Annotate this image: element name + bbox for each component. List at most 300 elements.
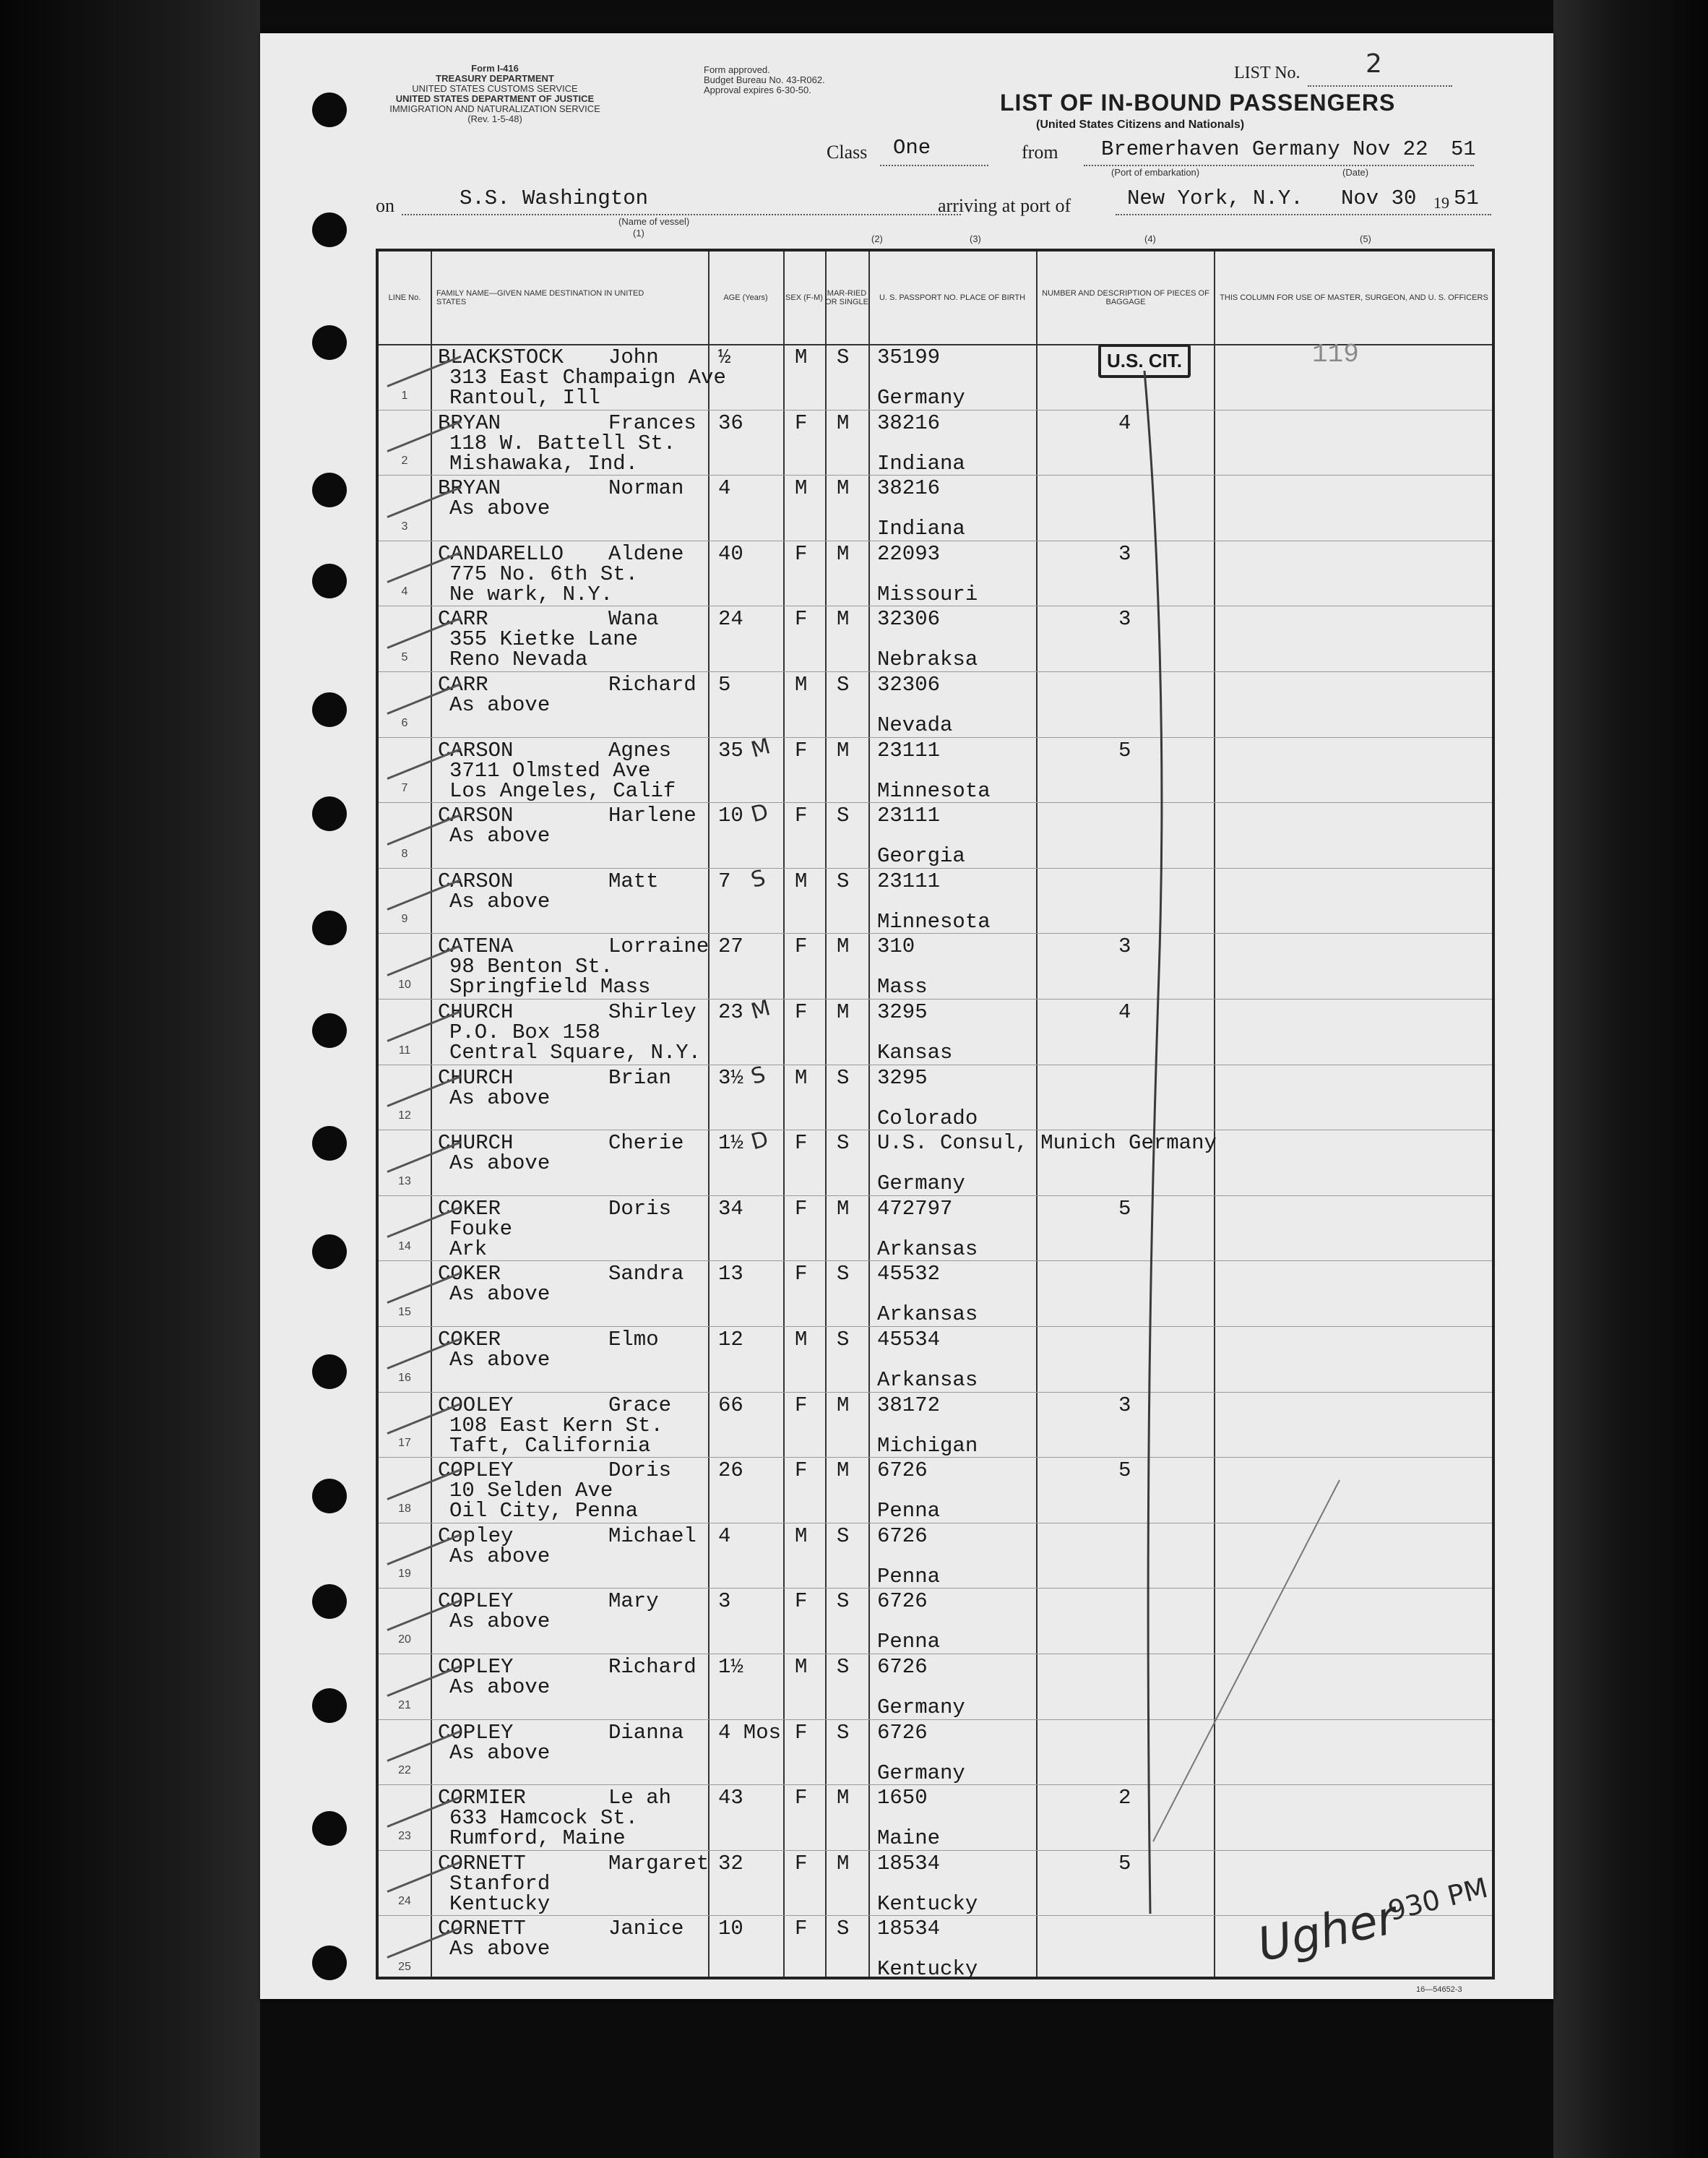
address-line-1: 633 Hamcock St.	[449, 1806, 639, 1831]
ins: IMMIGRATION AND NATURALIZATION SERVICE	[389, 103, 600, 114]
place-of-birth: Arkansas	[877, 1302, 978, 1327]
family-name: COPLEY	[438, 1589, 514, 1614]
form-number: Form I-416	[471, 63, 519, 74]
baggage-count: 5	[1118, 738, 1131, 762]
marital-status: M	[837, 541, 850, 566]
address-line-1: 3711 Olmsted Ave	[449, 758, 651, 783]
address-line-2: Ark	[449, 1237, 488, 1261]
given-name: Michael	[608, 1523, 696, 1548]
age: 12	[718, 1328, 743, 1351]
passport-number: 35199	[877, 345, 941, 369]
given-name: Brian	[608, 1065, 672, 1090]
sex: F	[795, 1720, 808, 1745]
class-value: One	[893, 136, 931, 160]
family-name: CORNETT	[438, 1917, 526, 1941]
passport-number: 38216	[877, 410, 941, 435]
line-number: 3	[401, 520, 408, 533]
footer-code: 16—54652-3	[1416, 1985, 1462, 1994]
family-name: CARR	[438, 673, 488, 697]
family-name: CHURCH	[438, 1065, 514, 1090]
place-of-birth: Maine	[877, 1826, 941, 1851]
place-of-birth: Michigan	[877, 1433, 978, 1458]
inspector-signature: Ugher	[1253, 1891, 1402, 1973]
address-line-2: Oil City, Penna	[449, 1499, 639, 1523]
marital-status: S	[837, 1065, 850, 1090]
address-line-2: Central Square, N.Y.	[449, 1041, 702, 1065]
line-number: 8	[401, 847, 408, 860]
sex: F	[795, 1196, 808, 1221]
marital-status: M	[837, 476, 850, 501]
family-name: CARSON	[438, 804, 514, 828]
place-of-birth: Indiana	[877, 451, 965, 476]
line-number: 25	[398, 1960, 411, 1973]
line-number: 13	[398, 1174, 411, 1187]
pencil-marks	[379, 252, 1492, 1977]
address-line-2: Los Angeles, Calif	[449, 778, 676, 803]
address-line-2: Rantoul, Ill	[449, 386, 600, 410]
approval-block	[704, 65, 825, 95]
passport-number: 23111	[877, 869, 941, 893]
place-of-birth: Germany	[877, 1695, 965, 1719]
family-name: CHURCH	[438, 1000, 514, 1024]
address-line-1: As above	[449, 693, 551, 717]
age: 4	[718, 1523, 731, 1548]
col-head-officers: THIS COLUMN FOR USE OF MASTER, SURGEON, AND U. S. OFFICERS	[1220, 293, 1488, 302]
passport-number: 3295	[877, 1000, 928, 1024]
family-name: CHURCH	[438, 1131, 514, 1156]
address-line-2: Taft, California	[449, 1433, 651, 1458]
passport-number: 32306	[877, 607, 941, 632]
sex: F	[795, 1917, 808, 1941]
given-name: Lorraine	[608, 934, 709, 959]
given-name: Richard	[608, 1655, 696, 1679]
sex: M	[795, 476, 808, 501]
marital-status: M	[837, 1458, 850, 1483]
place-of-birth: Nevada	[877, 713, 953, 737]
sex: F	[795, 541, 808, 566]
age: 10	[718, 1917, 743, 1941]
arrival-19: 19	[1433, 194, 1449, 212]
col-head-married: MAR-RIED OR SINGLE	[825, 289, 868, 306]
age: 27	[718, 934, 743, 959]
address-line-1: As above	[449, 1151, 551, 1176]
pencil-mark: D	[748, 799, 772, 828]
signature-time: 930 PM	[1384, 1871, 1491, 1927]
age: 35	[718, 738, 743, 762]
place-of-birth: Arkansas	[877, 1368, 978, 1392]
punch-hole	[312, 212, 347, 247]
place-of-birth: Minnesota	[877, 778, 991, 803]
sex: F	[795, 1786, 808, 1810]
officer-number: 119	[1312, 340, 1359, 369]
marital-status: S	[837, 1917, 850, 1941]
given-name: Shirley	[608, 1000, 696, 1024]
age: 7	[718, 869, 731, 893]
age: 1½	[718, 1655, 743, 1679]
age: 43	[718, 1786, 743, 1810]
given-name: Janice	[608, 1917, 684, 1941]
given-name: John	[608, 345, 659, 369]
punch-hole	[312, 1234, 347, 1269]
place-of-birth: Mass	[877, 975, 928, 1000]
address-line-1: 355 Kietke Lane	[449, 627, 639, 652]
place-of-birth: Colorado	[877, 1106, 978, 1130]
passport-number: 22093	[877, 541, 941, 566]
punch-hole	[312, 1013, 347, 1048]
address-line-1: As above	[449, 889, 551, 914]
address-line-1: P.O. Box 158	[449, 1020, 600, 1044]
family-name: Copley	[438, 1523, 514, 1548]
family-name: CORMIER	[438, 1786, 526, 1810]
marital-status: S	[837, 1262, 850, 1286]
address-line-1: As above	[449, 1282, 551, 1307]
baggage-count: 3	[1118, 541, 1131, 566]
col-head-sex: SEX (F-M)	[785, 293, 823, 302]
sex: F	[795, 1393, 808, 1417]
place-of-birth: Indiana	[877, 517, 965, 541]
address-line-1: As above	[449, 1086, 551, 1110]
place-of-birth: Germany	[877, 386, 965, 410]
place-of-birth: Nebraksa	[877, 648, 978, 672]
marital-status: M	[837, 1786, 850, 1810]
place-of-birth: Penna	[877, 1564, 941, 1589]
given-name: Aldene	[608, 541, 684, 566]
given-name: Wana	[608, 607, 659, 632]
line-number: 21	[398, 1698, 411, 1711]
baggage-count: 3	[1118, 934, 1131, 959]
line-number: 10	[398, 978, 411, 991]
line-number: 14	[398, 1240, 411, 1253]
marital-status: M	[837, 607, 850, 632]
approved-text: Form approved.	[704, 64, 770, 75]
age: 32	[718, 1851, 743, 1875]
line-number: 12	[398, 1109, 411, 1122]
pencil-mark: M	[748, 995, 773, 1025]
baggage-count: 3	[1118, 607, 1131, 632]
punch-hole	[312, 1811, 347, 1846]
sex: F	[795, 1589, 808, 1614]
address-line-2: Kentucky	[449, 1891, 551, 1916]
line-number: 24	[398, 1895, 411, 1908]
sex: F	[795, 1131, 808, 1156]
given-name: Harlene	[608, 804, 696, 828]
family-name: COOLEY	[438, 1393, 514, 1417]
line-number: 22	[398, 1764, 411, 1777]
address-line-1: As above	[449, 1937, 551, 1961]
list-no-value: 2	[1366, 49, 1382, 79]
age: 3½	[718, 1065, 743, 1090]
address-line-1: 108 East Kern St.	[449, 1413, 663, 1437]
passport-number: 18534	[877, 1917, 941, 1941]
vessel-label: (Name of vessel)	[618, 216, 690, 227]
age: 26	[718, 1458, 743, 1483]
passport-number: 32306	[877, 673, 941, 697]
place-of-birth: Georgia	[877, 844, 965, 869]
place-of-birth: Kentucky	[877, 1891, 978, 1916]
form-subtitle: (United States Citizens and Nationals)	[1036, 119, 1245, 131]
address-line-1: 118 W. Battell St.	[449, 431, 676, 455]
punch-hole	[312, 325, 347, 360]
passport-number: 45532	[877, 1262, 941, 1286]
baggage-count: 4	[1118, 410, 1131, 435]
address-line-2: Rumford, Maine	[449, 1826, 626, 1851]
address-line-1: 98 Benton St.	[449, 955, 613, 979]
port-embark-label: (Port of embarkation)	[1111, 167, 1200, 178]
scan-border-right	[1553, 0, 1708, 2158]
family-name: COKER	[438, 1328, 501, 1351]
doj: UNITED STATES DEPARTMENT OF JUSTICE	[395, 93, 595, 104]
from-value: Bremerhaven Germany Nov 22	[1101, 137, 1428, 161]
address-line-2: Mishawaka, Ind.	[449, 451, 639, 476]
given-name: Cherie	[608, 1131, 684, 1156]
marital-status: S	[837, 1589, 850, 1614]
given-name: Doris	[608, 1458, 672, 1483]
place-of-birth: Kentucky	[877, 1957, 978, 1982]
sex: M	[795, 869, 808, 893]
family-name: CORNETT	[438, 1851, 526, 1875]
sex: F	[795, 1262, 808, 1286]
line-number: 18	[398, 1502, 411, 1515]
punch-hole	[312, 93, 347, 127]
col-num-1: (1)	[633, 228, 644, 238]
on-label: on	[376, 195, 394, 216]
family-name: COPLEY	[438, 1720, 514, 1745]
punch-hole	[312, 796, 347, 831]
punch-hole	[312, 473, 347, 507]
col-head-line: LINE No.	[388, 293, 421, 302]
punch-hole	[312, 564, 347, 598]
given-name: Le ah	[608, 1786, 672, 1810]
passport-number: 38172	[877, 1393, 941, 1417]
marital-status: M	[837, 1000, 850, 1024]
col-num-5: (5)	[1360, 233, 1371, 244]
form-header-left	[376, 64, 614, 124]
given-name: Sandra	[608, 1262, 684, 1286]
family-name: CANDARELLO	[438, 541, 564, 566]
given-name: Margaret	[608, 1851, 709, 1875]
manifest-page	[260, 33, 1553, 1999]
age: 66	[718, 1393, 743, 1417]
sex: M	[795, 1655, 808, 1679]
address-line-1: As above	[449, 1609, 551, 1634]
passport-number: 1650	[877, 1786, 928, 1810]
place-of-birth: Germany	[877, 1172, 965, 1196]
punch-hole	[312, 1126, 347, 1161]
place-of-birth: Germany	[877, 1761, 965, 1785]
family-name: BRYAN	[438, 410, 501, 435]
passport-number: 23111	[877, 738, 941, 762]
address-line-1: As above	[449, 824, 551, 848]
place-of-birth: Penna	[877, 1499, 941, 1523]
address-line-1: 313 East Champaign Ave	[449, 366, 726, 390]
age: 36	[718, 410, 743, 435]
given-name: Dianna	[608, 1720, 684, 1745]
place-of-birth: Kansas	[877, 1041, 953, 1065]
marital-status: S	[837, 804, 850, 828]
marital-status: S	[837, 1131, 850, 1156]
punch-hole	[312, 1354, 347, 1389]
baggage-count: 5	[1118, 1851, 1131, 1875]
baggage-count: 4	[1118, 1000, 1131, 1024]
family-name: BLACKSTOCK	[438, 345, 564, 369]
from-year: 51	[1451, 137, 1476, 161]
passport-number: 310	[877, 934, 915, 959]
budget-text: Budget Bureau No. 43-R062.	[704, 74, 825, 85]
age: 23	[718, 1000, 743, 1024]
given-name: Grace	[608, 1393, 672, 1417]
marital-status: S	[837, 1720, 850, 1745]
given-name: Elmo	[608, 1328, 659, 1351]
punch-hole	[312, 692, 347, 727]
passport-number: 45534	[877, 1328, 941, 1351]
passport-number: 38216	[877, 476, 941, 501]
passport-number: 23111	[877, 804, 941, 828]
age: ½	[718, 345, 731, 369]
marital-status: M	[837, 934, 850, 959]
family-name: COPLEY	[438, 1458, 514, 1483]
address-line-1: As above	[449, 1740, 551, 1765]
list-no-label: LIST No.	[1234, 64, 1301, 82]
place-of-birth: Penna	[877, 1630, 941, 1654]
address-line-1: 775 No. 6th St.	[449, 562, 639, 586]
age: 4 Mos	[718, 1720, 782, 1745]
sex: F	[795, 607, 808, 632]
address-line-1: As above	[449, 1544, 551, 1568]
punch-hole	[312, 1946, 347, 1980]
sex: M	[795, 673, 808, 697]
pencil-mark: S	[748, 1061, 769, 1090]
baggage-count: 5	[1118, 1196, 1131, 1221]
customs-service: UNITED STATES CUSTOMS SERVICE	[412, 83, 578, 94]
family-name: BRYAN	[438, 476, 501, 501]
place-of-birth: Missouri	[877, 582, 978, 606]
pencil-mark: D	[748, 1126, 772, 1156]
age: 13	[718, 1262, 743, 1286]
revision: (Rev. 1-5-48)	[467, 113, 522, 124]
marital-status: S	[837, 869, 850, 893]
address-line-1: Fouke	[449, 1216, 513, 1241]
marital-status: S	[837, 1655, 850, 1679]
date-label: (Date)	[1342, 167, 1369, 178]
class-label: Class	[827, 142, 868, 163]
passenger-table	[376, 249, 1495, 1982]
line-number: 9	[401, 913, 408, 926]
us-citizen-stamp: U.S. CIT.	[1098, 344, 1191, 378]
line-number: 1	[401, 389, 408, 402]
age: 5	[718, 673, 731, 697]
given-name: Richard	[608, 673, 696, 697]
pencil-mark: M	[748, 733, 773, 763]
line-number: 17	[398, 1437, 411, 1450]
vessel-name: S.S. Washington	[460, 186, 649, 210]
passport-number: 6726	[877, 1589, 928, 1614]
given-name: Mary	[608, 1589, 659, 1614]
form-title: LIST OF IN-BOUND PASSENGERS	[1000, 90, 1396, 116]
given-name: Matt	[608, 869, 659, 893]
address-line-1: As above	[449, 496, 551, 521]
given-name: Doris	[608, 1196, 672, 1221]
age: 1½	[718, 1131, 743, 1156]
marital-status: M	[837, 1196, 850, 1221]
marital-status: M	[837, 410, 850, 435]
sex: F	[795, 738, 808, 762]
line-number: 19	[398, 1568, 411, 1581]
sex: F	[795, 1458, 808, 1483]
col-num-3: (3)	[970, 233, 981, 244]
sex: M	[795, 345, 808, 369]
sex: F	[795, 410, 808, 435]
address-line-2: Springfield Mass	[449, 975, 651, 1000]
passport-number: 6726	[877, 1720, 928, 1745]
line-number: 11	[398, 1044, 411, 1057]
age: 3	[718, 1589, 731, 1614]
family-name: COKER	[438, 1262, 501, 1286]
treasury-dept: TREASURY DEPARTMENT	[436, 73, 554, 84]
punch-hole	[312, 1479, 347, 1513]
age: 40	[718, 541, 743, 566]
baggage-count: 3	[1118, 1393, 1131, 1417]
passport-number: 3295	[877, 1065, 928, 1090]
line-number: 7	[401, 782, 408, 795]
family-name: CATENA	[438, 934, 514, 959]
family-name: CARSON	[438, 738, 514, 762]
col-num-4: (4)	[1144, 233, 1156, 244]
marital-status: M	[837, 738, 850, 762]
address-line-1: As above	[449, 1675, 551, 1699]
sex: F	[795, 934, 808, 959]
passport-number: 6726	[877, 1523, 928, 1548]
marital-status: S	[837, 673, 850, 697]
passport-number: 6726	[877, 1655, 928, 1679]
col-head-passport: U. S. PASSPORT NO. PLACE OF BIRTH	[879, 293, 1026, 302]
given-name: Agnes	[608, 738, 672, 762]
age: 34	[718, 1196, 743, 1221]
line-number: 16	[398, 1371, 411, 1384]
family-name: COKER	[438, 1196, 501, 1221]
baggage-count: 2	[1118, 1786, 1131, 1810]
baggage-count: 5	[1118, 1458, 1131, 1483]
punch-hole	[312, 1688, 347, 1723]
pencil-mark: S	[748, 864, 769, 893]
age: 4	[718, 476, 731, 501]
address-line-1: As above	[449, 1348, 551, 1372]
col-num-2: (2)	[871, 233, 883, 244]
given-name: Norman	[608, 476, 684, 501]
line-number: 4	[401, 585, 408, 598]
passport-number: U.S. Consul, Munich Germany	[877, 1131, 1217, 1156]
sex: F	[795, 804, 808, 828]
sex: M	[795, 1523, 808, 1548]
sex: M	[795, 1065, 808, 1090]
marital-status: S	[837, 1328, 850, 1351]
sex: F	[795, 1000, 808, 1024]
passport-number: 18534	[877, 1851, 941, 1875]
line-number: 6	[401, 716, 408, 729]
line-number: 5	[401, 650, 408, 663]
punch-hole	[312, 1584, 347, 1619]
punch-hole	[312, 911, 347, 945]
address-line-2: Reno Nevada	[449, 648, 588, 672]
given-name: Frances	[608, 410, 696, 435]
arrival-year: 51	[1454, 186, 1479, 210]
col-head-name: FAMILY NAME—GIVEN NAME DESTINATION IN UNITED STATES	[436, 289, 644, 306]
col-head-baggage: NUMBER AND DESCRIPTION OF PIECES OF BAGGAGE	[1042, 289, 1209, 306]
from-label: from	[1022, 142, 1058, 163]
age: 10	[718, 804, 743, 828]
marital-status: M	[837, 1851, 850, 1875]
family-name: CARSON	[438, 869, 514, 893]
passport-number: 472797	[877, 1196, 953, 1221]
